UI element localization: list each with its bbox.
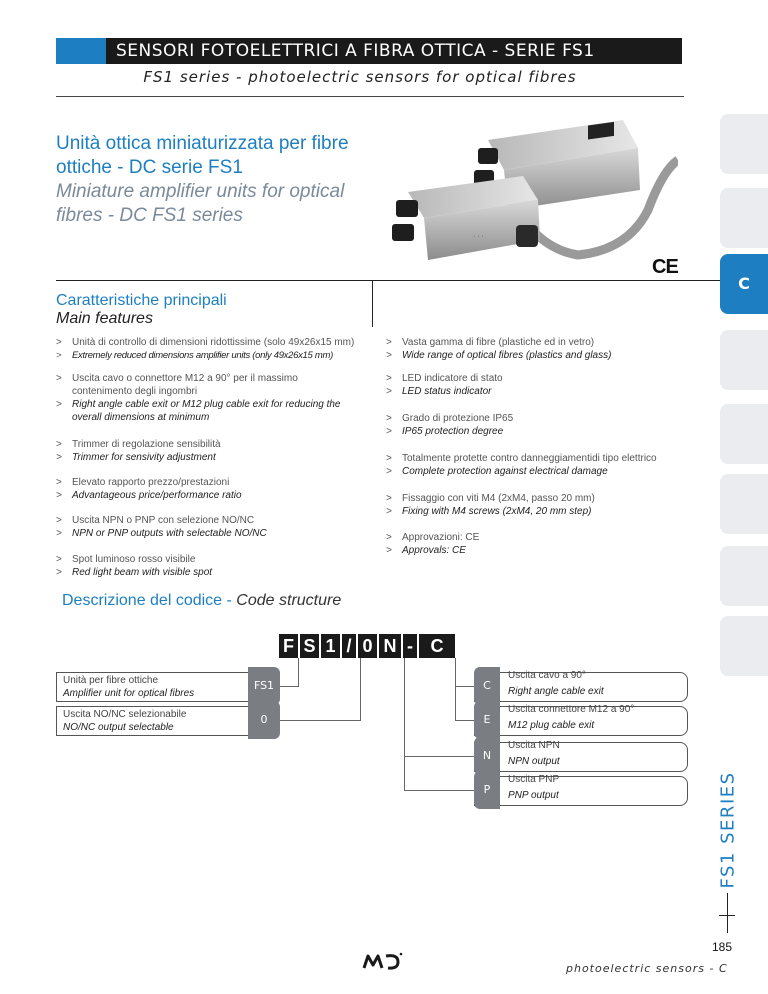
code-char: C: [419, 634, 455, 658]
section-tab-f[interactable]: [720, 474, 768, 534]
page-subtitle: FS1 series - photoelectric sensors for optical fibres: [143, 68, 577, 86]
feature-item: > Totalmente protette contro danneggiamentidi tipo elettrico > Complete protection against electrical damage: [386, 452, 706, 478]
connector-line: [455, 658, 456, 720]
code-char: 1: [321, 634, 340, 658]
footer-section: photoelectric sensors - C: [566, 962, 728, 975]
connector-line: [360, 658, 361, 720]
connector-line: [298, 658, 299, 686]
features-heading-it: Caratteristiche principali: [56, 292, 227, 309]
connector-line: [278, 720, 361, 721]
section-tab-d[interactable]: [720, 330, 768, 390]
connector-line: [455, 686, 475, 687]
connector-line: [404, 790, 475, 791]
feature-item: > Unità di controllo di dimensioni ridottissime (solo 49x26x15 mm) > Extremely reduced dimensions amplifier units (only 49x26x15 mm): [56, 336, 356, 362]
product-photo: [378, 100, 678, 272]
feature-item: > Grado di protezione IP65 > IP65 protection degree: [386, 412, 706, 438]
code-strip: [279, 634, 455, 658]
feature-item: > Uscita NPN o PNP con selezione NO/NC > NPN or PNP outputs with selectable NO/NC: [56, 514, 356, 540]
feature-item: > Elevato rapporto prezzo/prestazioni > Advantageous price/performance ratio: [56, 476, 356, 502]
connector-line: [455, 720, 475, 721]
ce-mark: CE: [652, 256, 678, 278]
code-box-output-selectable: Uscita NO/NC selezionabile NO/NC output selectable: [56, 706, 278, 736]
code-structure-heading: Descrizione del codice - Code structure: [62, 592, 342, 609]
code-tag-p: P: [474, 771, 500, 809]
feature-item: > Fissaggio con viti M4 (2xM4, passo 20 mm) > Fixing with M4 screws (2xM4, 20 mm step): [386, 492, 706, 518]
code-char: S: [300, 634, 319, 658]
product-title-it: Unità ottica miniaturizzata per fibre ottiche - DC serie FS1: [56, 133, 349, 178]
page-title: SENSORI FOTOELETTRICI A FIBRA OTTICA - SERIE FS1: [116, 41, 595, 61]
code-tag-e: E: [474, 701, 500, 739]
section-tab-b[interactable]: [720, 188, 768, 248]
code-char: /: [342, 634, 356, 658]
header-divider: [56, 96, 684, 97]
connector-line: [404, 756, 475, 757]
feature-item: > Approvazioni: CE > Approvals: CE: [386, 531, 706, 557]
feature-item: > Uscita cavo o connettore M12 a 90° per il massimo contenimento degli ingombri > Right angle cable exit or M12 plug cable exit for reducing the overall dimensions at minimum: [56, 372, 356, 424]
svg-text:· · ·: · · ·: [473, 233, 484, 240]
code-char: -: [403, 634, 417, 658]
feature-item: > LED indicatore di stato > LED status indicator: [386, 372, 706, 398]
feature-item: > Vasta gamma di fibre (plastiche ed in vetro) > Wide range of optical fibres (plastics and glass): [386, 336, 706, 362]
side-tick: [719, 915, 735, 916]
section-tab-g[interactable]: [720, 546, 768, 606]
section-tab-e[interactable]: [720, 404, 768, 464]
section-tab-a[interactable]: [720, 114, 768, 174]
product-title-en: Miniature amplifier units for optical fibres - DC FS1 series: [56, 181, 345, 226]
connector-line: [404, 658, 405, 790]
features-heading-en: Main features: [56, 310, 153, 327]
series-side-label: FS1 SERIES: [717, 771, 739, 889]
code-tag-0: 0: [248, 701, 280, 739]
code-box-pnp: Uscita PNP PNP output: [474, 776, 688, 806]
header-accent: [56, 38, 106, 64]
code-char: 0: [358, 634, 377, 658]
connector-line: [278, 686, 299, 687]
code-char: F: [279, 634, 298, 658]
code-tag-fs1: FS1: [248, 667, 280, 705]
brand-logo: [362, 950, 404, 972]
column-divider: [372, 281, 373, 327]
feature-item: > Trimmer di regolazione sensibilità > Trimmer for sensivity adjustment: [56, 438, 356, 464]
code-char: N: [379, 634, 401, 658]
page-number: 185: [712, 940, 733, 954]
section-tab-h[interactable]: [720, 616, 768, 676]
code-box-fs1: Unità per fibre ottiche Amplifier unit for optical fibres: [56, 672, 278, 702]
section-divider: [56, 280, 720, 281]
code-box-npn: Uscita NPN NPN output: [474, 742, 688, 772]
side-divider: [727, 893, 728, 933]
code-tag-n: N: [474, 737, 500, 775]
feature-item: > Spot luminoso rosso visibile > Red light beam with visible spot: [56, 553, 356, 579]
code-box-plug-exit: Uscita connettore M12 a 90° M12 plug cable exit: [474, 706, 688, 736]
code-tag-c: C: [474, 667, 500, 705]
section-tab-c-active[interactable]: C: [720, 254, 768, 314]
code-box-cable-exit: Uscita cavo a 90° Right angle cable exit: [474, 672, 688, 702]
